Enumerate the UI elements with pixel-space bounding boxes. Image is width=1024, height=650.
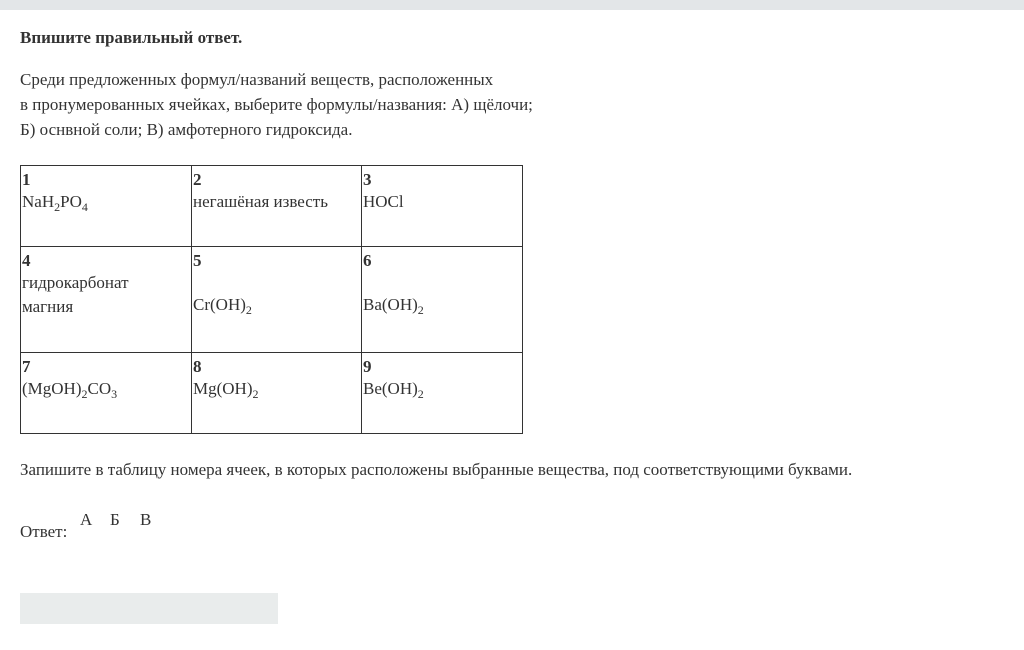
answer-column-b: Б: [110, 510, 120, 529]
cell-number: 4: [22, 251, 31, 270]
cell-5: [192, 247, 362, 353]
cell-8: [192, 353, 362, 434]
answer-column-v: В: [140, 510, 152, 529]
formula: $NaH_2PO_4$: [22, 192, 88, 214]
formula: $Ba(OH)_2$: [363, 295, 424, 317]
formula: $Mg(OH)_2$: [193, 379, 259, 401]
cell-6: [362, 247, 523, 353]
cell-number: 9: [363, 357, 372, 376]
cell-9: [362, 353, 523, 434]
cell-2: [192, 166, 362, 247]
cell-number: 3: [363, 170, 372, 189]
instruction-text: Запишите в таблицу номера ячеек, в которых расположены выбранные вещества, под соответствующими буквами.: [20, 460, 853, 479]
cell-3: [362, 166, 523, 247]
question-line: Б) оснвной соли; В) амфотерного гидроксида.: [20, 120, 353, 139]
cell-number: 5: [193, 251, 202, 270]
cell-number: 8: [193, 357, 202, 376]
top-bar: [0, 0, 1024, 10]
formula: $(MgOH)_2CO_3$: [22, 379, 118, 401]
question-line: в пронумерованных ячейках, выберите формулы/названия: А) щёлочи;: [20, 95, 533, 114]
substance-name: негашёная известь: [193, 192, 328, 211]
question-line: Среди предложенных формул/названий веществ, расположенных: [20, 70, 494, 89]
question-text: [20, 67, 533, 142]
cell-number: 6: [363, 251, 372, 270]
answer-input[interactable]: [20, 593, 278, 624]
answer-column-a: А: [80, 510, 93, 529]
substances-table: [20, 165, 523, 434]
substance-name: магния: [22, 297, 74, 316]
formula: HOCl: [363, 192, 404, 211]
cell-7: [21, 353, 192, 434]
formula: $Be(OH)_2$: [363, 379, 424, 401]
cell-number: 1: [22, 170, 31, 189]
formula: $Cr(OH)_2$: [193, 295, 252, 317]
answer-label: Ответ:: [20, 522, 68, 541]
cell-number: 7: [22, 357, 31, 376]
task-title: Впишите правильный ответ.: [20, 28, 243, 47]
substance-name: гидрокарбонат: [22, 273, 129, 292]
cell-1: [21, 166, 192, 247]
cell-number: 2: [193, 170, 202, 189]
cell-4: [21, 247, 192, 353]
